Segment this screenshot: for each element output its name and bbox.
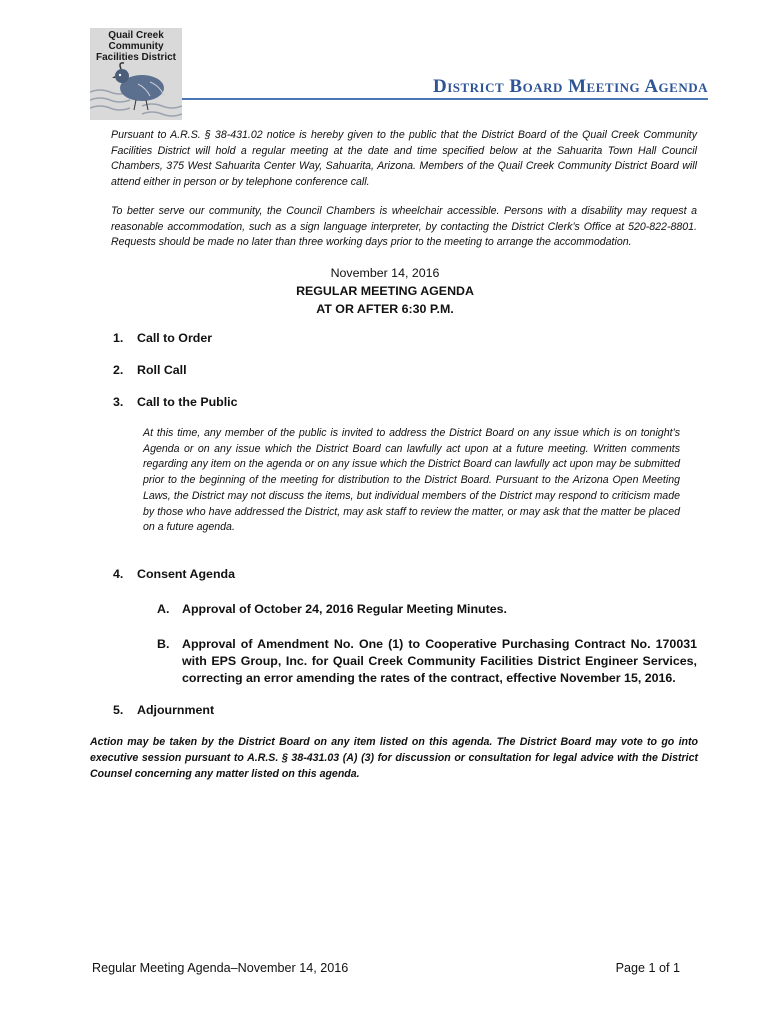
consent-letter: B. [157, 637, 170, 651]
agenda-item-4 [113, 567, 235, 581]
consent-letter: A. [157, 602, 170, 616]
consent-text: Approval of October 24, 2016 Regular Meeting Minutes. [182, 602, 507, 616]
agenda-item-3 [113, 395, 238, 409]
quail-icon [90, 62, 182, 120]
consent-item-a [157, 601, 697, 618]
page-title: District Board Meeting Agenda [432, 76, 708, 97]
logo-line-1: Quail Creek [108, 30, 164, 41]
item-number: 2. [113, 363, 124, 377]
item-number: 1. [113, 331, 124, 345]
meeting-time: AT OR AFTER 6:30 P.M. [316, 302, 454, 316]
accessibility-paragraph: To better serve our community, the Council Chambers is wheelchair accessible. Persons with a disability may request a reasonable accommodation, such as a sign language interpreter, by contacting the District Clerk’s Office at 520-822-8801. Requests should be made no later than three working days prior to the meeting to arrange the accommodation. [111, 205, 697, 249]
intro-paragraph: Pursuant to A.R.S. § 38-431.02 notice is hereby given to the public that the District Board of the Quail Creek Community Facilities District will hold a regular meeting at the date and time specified below at the Sahuarita Town Hall Council Chambers, 375 West Sahuarita Center Way, Sahuarita, Arizona. Members of the Quail Creek Community District Board will attend either in person or by telephone conference call. [111, 129, 697, 188]
agenda-item-1 [113, 331, 212, 345]
call-to-public-text: At this time, any member of the public is invited to address the District Board on any issue which is on tonight’s Agenda or on any issue which the District Board can lawfully act upon at a future meeting. Written comments regarding any item on the agenda or on any issue which the District Board can lawfully act upon may be submitted prior to the beginning of the meeting for distribution to the District Board. Pursuant to the Arizona Open Meeting Laws, the District may not discuss the items, but individual members of the District may respond to criticism made by those who have addressed the District, may ask staff to review the matter, or may ask that the matter be placed on a future agenda. [143, 427, 680, 534]
item-label: Consent Agenda [137, 567, 235, 581]
district-logo [90, 28, 182, 120]
item-label: Call to Order [137, 331, 213, 345]
meeting-date: November 14, 2016 [330, 266, 440, 280]
consent-text: Approval of Amendment No. One (1) to Cooperative Purchasing Contract No. 170031 with EPS Group, Inc. for Quail Creek Community Facilities District Engineer Services, correcting an error amending the rates of the contract, effective November 15, 2016. [182, 637, 697, 685]
item-number: 3. [113, 395, 124, 409]
agenda-item-5 [113, 703, 214, 717]
item-number: 5. [113, 703, 124, 717]
footer-title: Regular Meeting Agenda–November 14, 2016 [92, 961, 349, 975]
logo-line-3: Facilities District [95, 52, 177, 63]
consent-item-b [157, 636, 697, 687]
meeting-header [0, 264, 770, 318]
page-number: Page 1 of 1 [615, 961, 680, 975]
meeting-type: REGULAR MEETING AGENDA [296, 284, 474, 298]
title-rule [182, 98, 708, 100]
logo-line-2: Community [108, 41, 164, 52]
item-label: Call to the Public [137, 395, 238, 409]
item-label: Adjournment [137, 703, 215, 717]
item-number: 4. [113, 567, 124, 581]
item-label: Roll Call [137, 363, 187, 377]
agenda-item-2 [113, 363, 187, 377]
logo-text [90, 30, 182, 63]
action-notice: Action may be taken by the District Board on any item listed on this agenda. The District Board may vote to go into executive session pursuant to A.R.S. § 38-431.03 (A) (3) for discussion or consultation for legal advice with the District Counsel concerning any matter listed on this agenda. [90, 736, 698, 780]
